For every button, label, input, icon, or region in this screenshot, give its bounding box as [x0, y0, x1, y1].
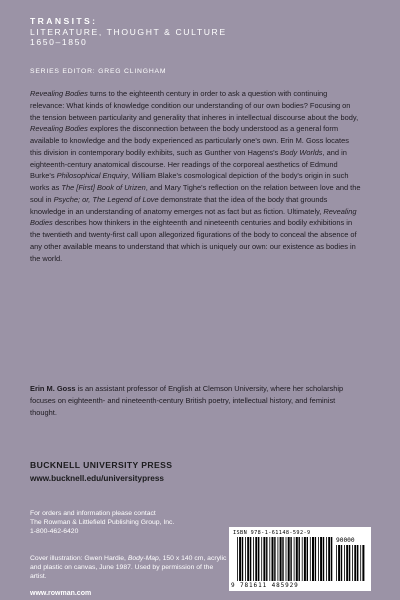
description-text: , and in eighteenth-century anatomical discourse. Her readings of the corporeal aesthetics of Edmund Burke's [30, 147, 347, 181]
publisher-url[interactable]: www.bucknell.edu/universitypress [30, 474, 164, 483]
barcode-bar [352, 545, 353, 581]
barcode-bar [362, 545, 364, 581]
description-text: , and Mary Tighe's reflection on the relation between love and the soul in [30, 183, 361, 204]
author-bio [30, 383, 362, 418]
orders-info [30, 509, 230, 536]
barcode-bar [288, 537, 290, 581]
cover-credit [30, 554, 230, 581]
barcode-bar [282, 537, 283, 581]
barcode-bar [245, 537, 246, 581]
barcode-bar [346, 545, 348, 581]
book-title-italic: Revealing Bodies [30, 124, 88, 134]
cover-credit-rest: , 150 x 140 cm, acrylic and plastic on canvas, June 1987. Used by permission of the artist. [30, 555, 227, 580]
orders-phone: 1-800-462-6420 [30, 528, 79, 535]
description-text: demonstrate that the idea of the body that grounds knowledge in an understanding of anatomy emerges not as fact but as fiction. Ultimately, [30, 194, 328, 216]
barcode-bar [344, 545, 345, 581]
barcode-bar [304, 537, 306, 581]
barcode-bar [328, 537, 330, 581]
description-text: describes how thinkers in the eighteenth and nineteenth centuries and bodily exhibitions in the twentieth and twenty-first call upon allegorized figurations of the body to conceal the absence of any other available means to understand that which is uniquely our own: our existence as bodies in the world. [30, 218, 357, 263]
book-title-italic: The [First] Book of Urizen [61, 183, 146, 192]
barcode-bar [294, 537, 295, 581]
barcode-bar [266, 537, 267, 581]
barcode-bar [315, 537, 316, 581]
barcode-bar [320, 537, 322, 581]
description-text: explores the disconnection between the body understood as a general form available to knowledge and the body experienced as particularly one's own. Erin M. Goss locates this division in contemporary bodily exhibits, such as Gunther von Hagens's [30, 124, 349, 157]
description-text: , William Blake's cosmological depiction of the body's origin in such works as [30, 171, 349, 192]
barcode-bar [242, 537, 243, 581]
description-text: turns to the eighteenth century in order to ask a question with continuing relevance: What kinds of knowledge condition our understanding of our own bodies? Focusing on the tension between particularity and generality that inheres in intellectual discourse about the body, [30, 89, 359, 122]
barcode-bar [318, 537, 319, 581]
cover-credit-prefix: Cover illustration: Gwen Hardie, [30, 555, 128, 562]
barcode-digits: 9 781611 485929 [231, 582, 299, 589]
barcode-bar [349, 545, 350, 581]
barcode-bar [272, 537, 274, 581]
barcode-bar [338, 545, 340, 581]
barcode-bar [357, 545, 358, 581]
barcode-bar [354, 545, 356, 581]
barcode-bar [239, 537, 241, 581]
isbn-text: ISBN 978-1-61148-592-9 [233, 530, 311, 536]
book-description [30, 88, 362, 264]
barcode-bar [258, 537, 259, 581]
barcode-bar [261, 537, 262, 581]
barcode-bar [250, 537, 251, 581]
barcode-bar [299, 537, 300, 581]
barcode-bar [341, 545, 342, 581]
book-title-italic: Psyche; or, The Legend of Love [53, 194, 159, 204]
orders-line-1: For orders and information please contact [30, 510, 156, 517]
barcode-bar [247, 537, 249, 581]
barcode-bar [331, 537, 332, 581]
book-title-italic: Body Worlds [280, 147, 323, 157]
barcode-bar [307, 537, 308, 581]
barcode-bar [269, 537, 270, 581]
barcode-bar [302, 537, 303, 581]
barcode [229, 527, 371, 591]
orders-line-2: The Rowman & Littlefield Publishing Group, Inc. [30, 519, 175, 526]
price-code: 90000 [336, 537, 355, 544]
barcode-bar [290, 537, 291, 581]
book-title-italic: Revealing Bodies [30, 206, 357, 228]
book-title-italic: Revealing Bodies [30, 89, 88, 98]
barcode-bar [323, 537, 324, 581]
rowman-url[interactable]: www.rowman.com [30, 590, 92, 597]
barcode-bar [263, 537, 265, 581]
barcode-bar [237, 537, 238, 581]
barcode-bar [296, 537, 298, 581]
series-title [30, 16, 227, 48]
barcode-bar [280, 537, 282, 581]
series-dates: 1650–1850 [30, 37, 88, 47]
barcode-bar [310, 537, 311, 581]
barcode-addon-bars [336, 545, 366, 581]
series-editor: SERIES EDITOR: GREG CLINGHAM [30, 68, 167, 75]
barcode-bar [274, 537, 275, 581]
barcode-bar [286, 537, 287, 581]
barcode-bar [278, 537, 279, 581]
cover-artwork-title: Body-Map [127, 555, 159, 562]
barcode-bar [255, 537, 257, 581]
author-name: Erin M. Goss [30, 384, 76, 393]
barcode-bar [336, 545, 337, 581]
series-name: TRANSITS: [30, 16, 98, 26]
barcode-bar [253, 537, 254, 581]
barcode-bar [360, 545, 361, 581]
book-title-italic: Philosophical Enquiry [56, 171, 128, 181]
author-bio-text: is an assistant professor of English at Clemson University, where her scholarship focuses on eighteenth- and nineteenth-century British poetry, intellectual history, and feminist thought. [30, 384, 344, 417]
barcode-bar [326, 537, 327, 581]
series-subtitle: LITERATURE, THOUGHT & CULTURE [30, 26, 227, 37]
barcode-bar [312, 537, 314, 581]
barcode-bars [237, 537, 333, 581]
publisher-name: BUCKNELL UNIVERSITY PRESS [30, 460, 173, 470]
